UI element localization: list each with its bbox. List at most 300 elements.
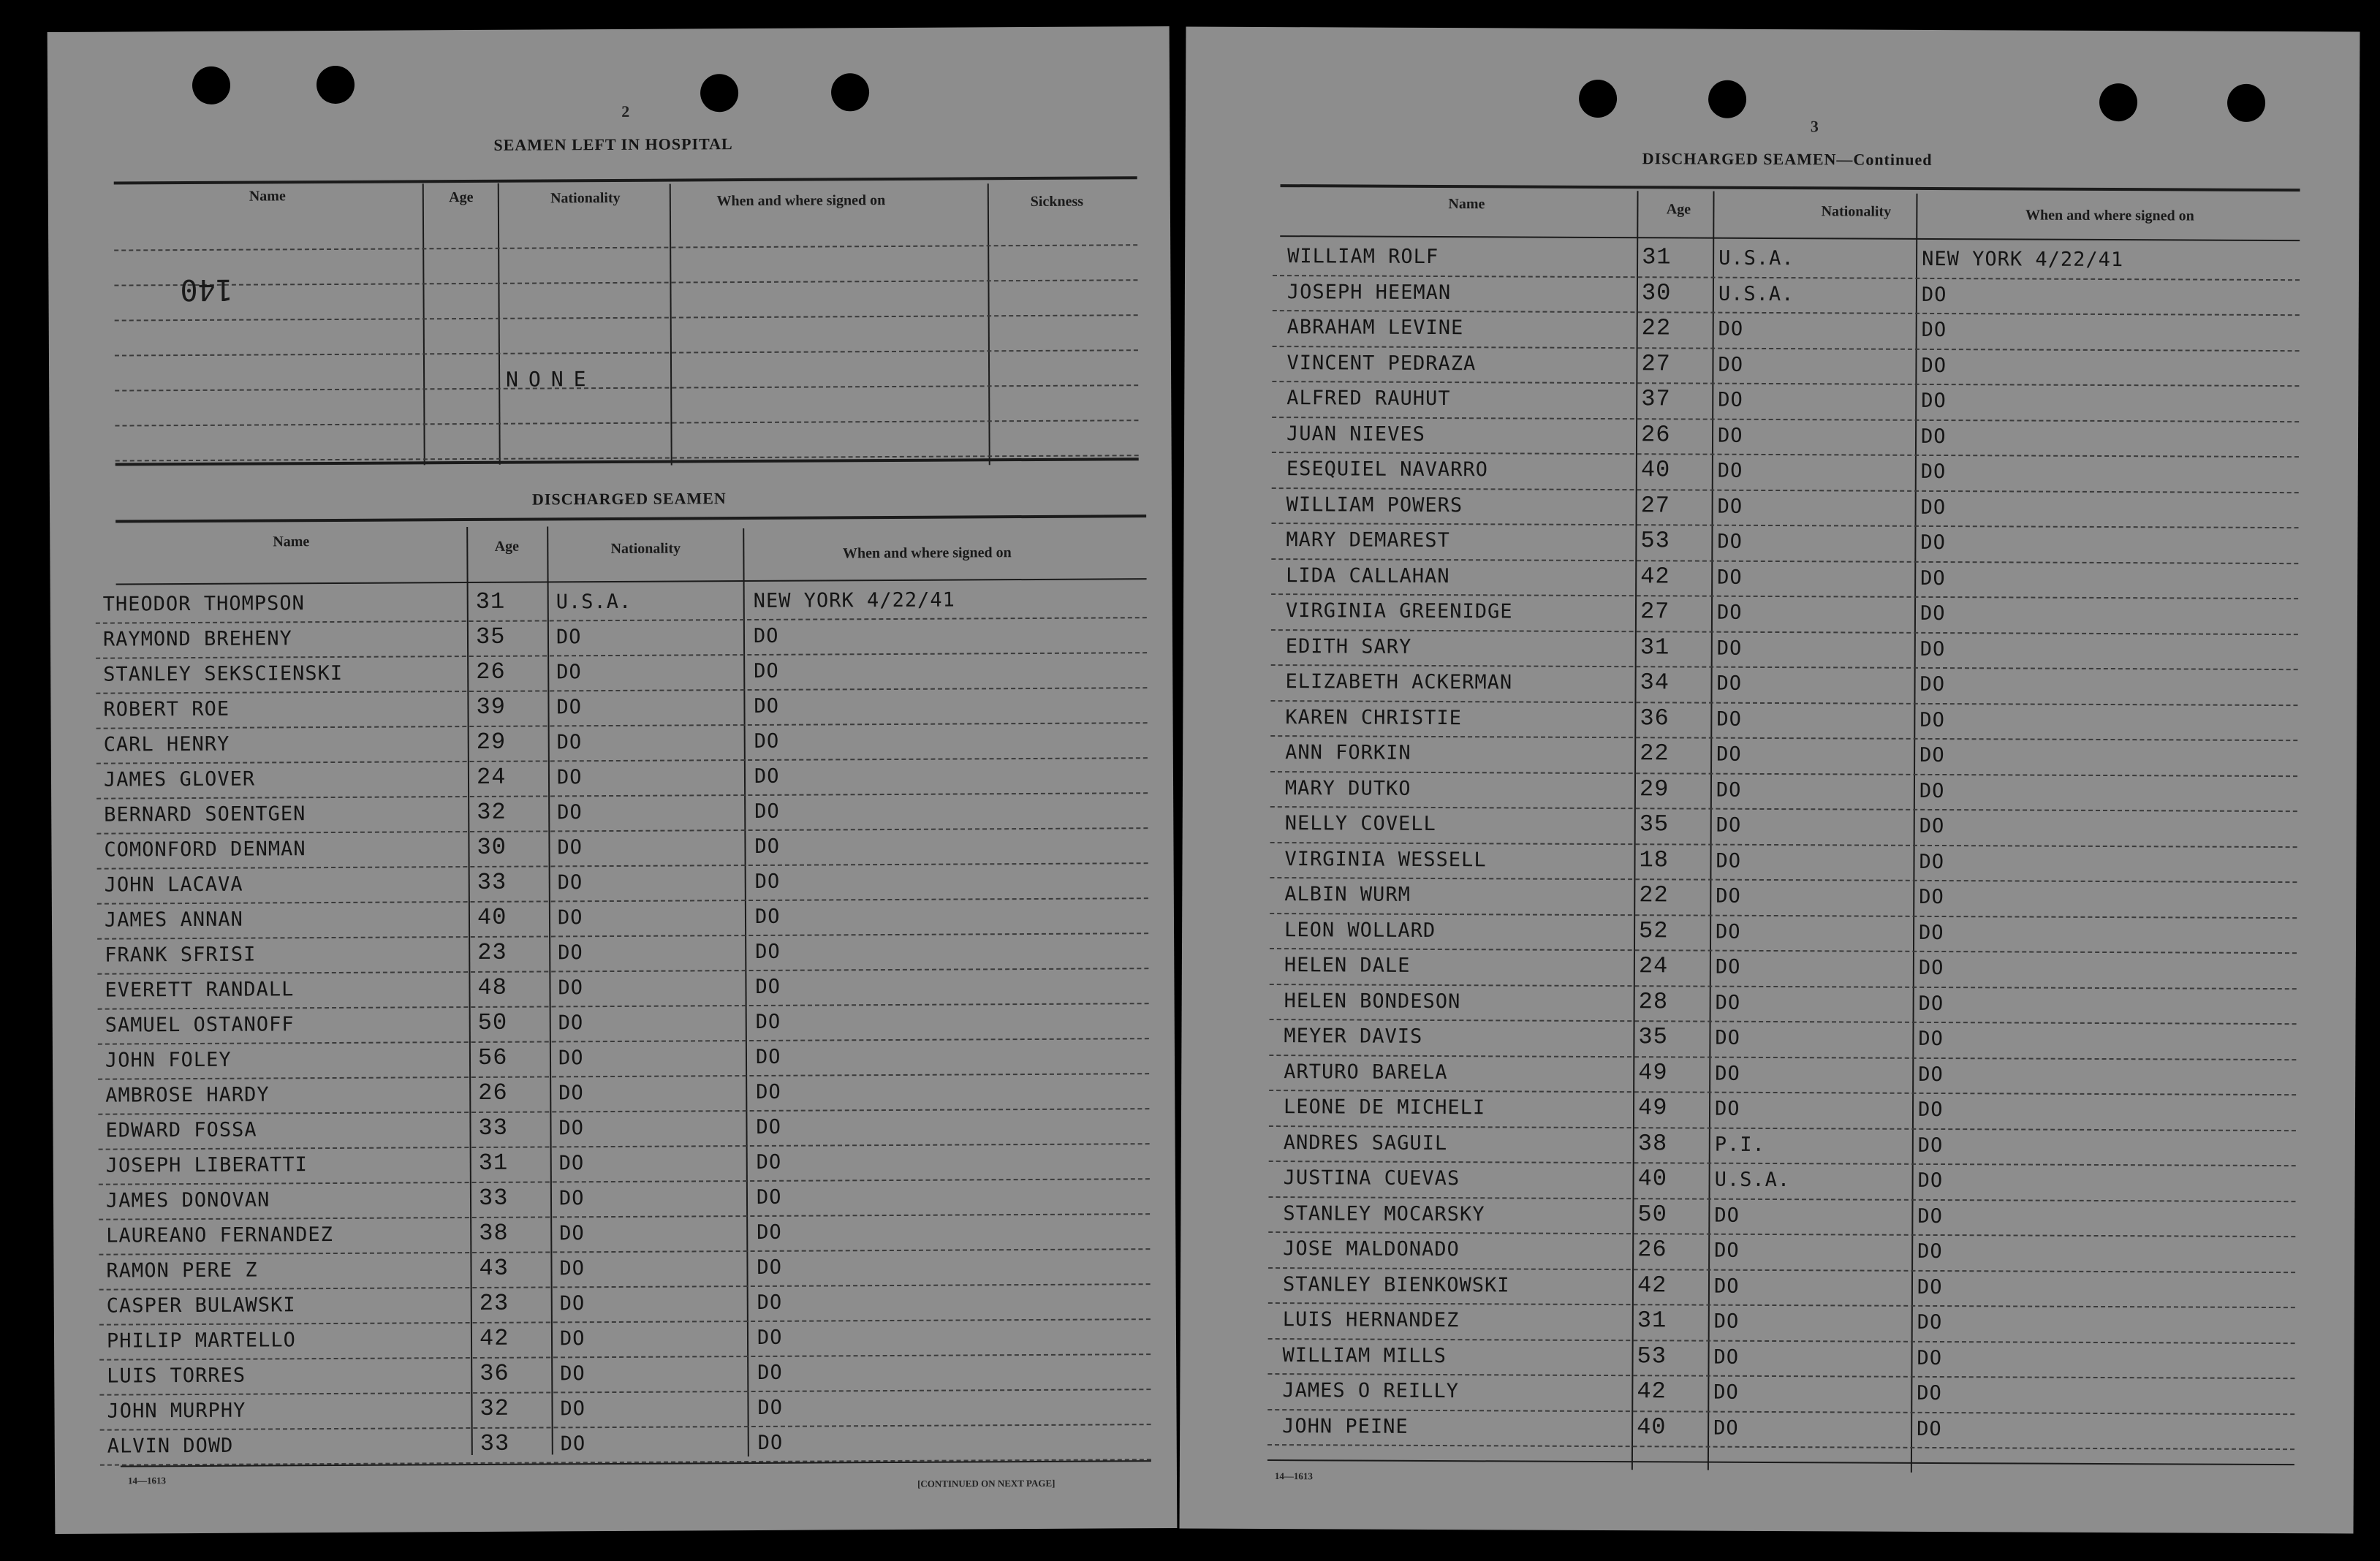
signed-on-cell: DO xyxy=(755,1045,781,1068)
name-cell: WILLIAM MILLS xyxy=(1282,1343,1447,1367)
nationality-cell: DO xyxy=(559,1257,585,1280)
name-cell: ALVIN DOWD xyxy=(107,1434,234,1458)
nationality-cell: DO xyxy=(556,731,583,754)
age-cell: 24 xyxy=(1638,952,1669,980)
table-row xyxy=(1272,417,2299,458)
nationality-cell: DO xyxy=(1715,1062,1740,1085)
table-row xyxy=(1269,1161,2296,1202)
name-cell: JOHN FOLEY xyxy=(105,1048,232,1072)
nationality-cell: DO xyxy=(1716,884,1741,908)
nationality-cell: DO xyxy=(559,1327,585,1351)
signed-on-cell: DO xyxy=(1917,1310,1943,1334)
nationality-cell: DO xyxy=(558,1011,584,1035)
signed-on-cell: DO xyxy=(757,1361,783,1384)
signed-on-cell: NEW YORK 4/22/41 xyxy=(1922,247,2124,272)
signed-on-cell: DO xyxy=(1920,460,1947,484)
header-name: Name xyxy=(1448,196,1485,213)
age-cell: 26 xyxy=(1637,1236,1667,1264)
nationality-cell: U.S.A. xyxy=(1718,282,1795,305)
signed-on-cell: DO xyxy=(756,1080,781,1104)
signed-on-cell: DO xyxy=(1917,1381,1942,1405)
signed-on-cell: DO xyxy=(1917,1275,1943,1299)
age-cell: 23 xyxy=(479,1289,509,1317)
nationality-cell: DO xyxy=(560,1397,586,1421)
nationality-cell: DO xyxy=(1717,530,1743,553)
age-cell: 53 xyxy=(1640,527,1670,555)
table-row xyxy=(1268,1302,2295,1344)
age-cell: 52 xyxy=(1639,916,1669,944)
table-row xyxy=(1267,1373,2294,1415)
nationality-cell: DO xyxy=(556,626,582,649)
age-cell: 31 xyxy=(1640,633,1670,661)
name-cell: EVERETT RANDALL xyxy=(105,978,295,1002)
table-row xyxy=(1270,664,2297,706)
signed-on-cell: DO xyxy=(754,764,780,788)
nationality-cell: U.S.A. xyxy=(1714,1168,1791,1192)
age-cell: 31 xyxy=(1637,1307,1667,1334)
nationality-cell: DO xyxy=(557,836,583,859)
nationality-cell: DO xyxy=(558,1117,585,1140)
age-cell: 32 xyxy=(480,1394,510,1422)
table-row xyxy=(1268,1267,2295,1309)
nationality-cell: DO xyxy=(559,1222,585,1245)
signed-on-cell: DO xyxy=(757,1396,784,1419)
name-cell: JUSTINA CUEVAS xyxy=(1283,1166,1460,1190)
age-cell: 22 xyxy=(1639,881,1669,909)
signed-on-cell: DO xyxy=(1921,389,1947,413)
age-cell: 33 xyxy=(477,868,507,896)
nationality-cell: DO xyxy=(559,1292,585,1315)
discharged-continued-title: DISCHARGED SEAMEN—Continued xyxy=(1642,149,1933,169)
name-cell: MARY DEMAREST xyxy=(1286,528,1450,552)
signed-on-cell: DO xyxy=(1920,531,1947,555)
name-cell: ANN FORKIN xyxy=(1285,741,1411,764)
signed-on-cell: DO xyxy=(1918,1027,1944,1051)
signed-on-cell: DO xyxy=(1919,779,1945,802)
age-cell: 36 xyxy=(480,1359,509,1387)
name-cell: HELEN DALE xyxy=(1284,954,1411,977)
table-row xyxy=(1272,487,2299,529)
name-cell: ESEQUIEL NAVARRO xyxy=(1286,457,1489,482)
age-cell: 40 xyxy=(1640,456,1671,484)
nationality-cell: DO xyxy=(556,696,583,719)
age-cell: 40 xyxy=(1637,1413,1667,1440)
age-cell: 28 xyxy=(1638,987,1669,1015)
name-cell: RAYMOND BREHENY xyxy=(102,627,292,651)
signed-on-cell: DO xyxy=(755,1010,781,1033)
age-cell: 31 xyxy=(1642,243,1672,271)
signed-on-cell: DO xyxy=(1917,1133,1944,1157)
signed-on-cell: DO xyxy=(755,940,781,963)
name-cell: JOSEPH HEEMAN xyxy=(1286,280,1452,304)
table-row xyxy=(1270,806,2297,848)
table-rule xyxy=(114,176,1137,184)
name-cell: NELLY COVELL xyxy=(1284,812,1436,836)
name-cell: LAUREANO FERNANDEZ xyxy=(106,1223,333,1247)
table-row xyxy=(1271,629,2298,671)
name-cell: JOSE MALDONADO xyxy=(1283,1237,1460,1261)
header-nationality: Nationality xyxy=(1821,203,1892,220)
age-cell: 35 xyxy=(1639,810,1670,838)
signed-on-cell: DO xyxy=(756,1115,782,1139)
nationality-cell: DO xyxy=(558,1187,585,1210)
name-cell: VIRGINIA WESSELL xyxy=(1284,847,1487,871)
age-cell: 22 xyxy=(1641,314,1672,342)
name-cell: HELEN BONDESON xyxy=(1284,989,1461,1013)
name-cell: PHILIP MARTELLO xyxy=(106,1329,296,1353)
name-cell: VIRGINIA GREENIDGE xyxy=(1285,599,1513,623)
age-cell: 42 xyxy=(479,1324,509,1352)
age-cell: 27 xyxy=(1640,598,1670,626)
signed-on-cell: DO xyxy=(1919,601,1946,626)
header-age: Age xyxy=(1666,201,1691,218)
punch-hole xyxy=(317,66,355,104)
name-cell: JAMES GLOVER xyxy=(103,767,256,791)
nationality-cell: DO xyxy=(1714,1097,1740,1120)
nationality-cell: DO xyxy=(1716,813,1742,837)
age-cell: 48 xyxy=(477,973,507,1001)
name-cell: ALBIN WURM xyxy=(1284,883,1411,906)
left-page xyxy=(48,26,1178,1534)
signed-on-cell: DO xyxy=(1917,1346,1943,1370)
age-cell: 24 xyxy=(476,763,507,791)
table-rule xyxy=(1281,184,2300,191)
name-cell: MARY DUTKO xyxy=(1284,776,1411,800)
age-cell: 22 xyxy=(1640,740,1670,767)
nationality-cell: DO xyxy=(1716,637,1743,660)
table-row xyxy=(1273,310,2300,352)
table-row xyxy=(1269,1125,2296,1167)
hospital-none-entry: NONE xyxy=(506,367,596,392)
signed-on-cell: DO xyxy=(1919,637,1946,661)
nationality-cell: DO xyxy=(558,976,584,1000)
signed-on-cell: DO xyxy=(1918,1063,1944,1086)
name-cell: JOHN MURPHY xyxy=(107,1399,246,1423)
form-code: 14—1613 xyxy=(127,1475,167,1486)
age-cell: 30 xyxy=(477,833,507,861)
table-row xyxy=(1268,1196,2295,1238)
signed-on-cell: DO xyxy=(1918,992,1944,1015)
age-cell: 36 xyxy=(1640,704,1670,732)
signed-on-cell: DO xyxy=(754,835,781,858)
nationality-cell: DO xyxy=(1716,601,1743,624)
name-cell: LUIS TORRES xyxy=(107,1364,246,1388)
name-cell: JAMES DONOVAN xyxy=(105,1188,270,1212)
age-cell: 18 xyxy=(1639,846,1670,873)
nationality-cell: DO xyxy=(1717,566,1743,589)
signed-on-cell: DO xyxy=(1917,1239,1943,1264)
form-code: 14—1613 xyxy=(1274,1470,1313,1482)
signed-on-cell: DO xyxy=(1919,850,1945,873)
name-cell: STANLEY SEKSCIENSKI xyxy=(103,661,344,686)
nationality-cell: DO xyxy=(1717,459,1743,482)
nationality-cell: DO xyxy=(1715,955,1741,979)
punch-hole xyxy=(2227,84,2265,122)
nationality-cell: DO xyxy=(1718,317,1744,341)
name-cell: EDWARD FOSSA xyxy=(105,1118,257,1142)
hospital-row xyxy=(115,419,1138,461)
name-cell: JOHN LACAVA xyxy=(104,873,243,897)
signed-on-cell: DO xyxy=(757,1256,783,1279)
signed-on-cell: DO xyxy=(1917,1417,1942,1440)
nationality-cell: DO xyxy=(1714,1239,1740,1262)
nationality-cell: DO xyxy=(1713,1416,1739,1440)
table-row xyxy=(1270,735,2297,777)
age-cell: 40 xyxy=(477,903,507,931)
nationality-cell: DO xyxy=(1717,424,1743,447)
nationality-cell: DO xyxy=(1718,388,1743,411)
nationality-cell: DO xyxy=(1716,707,1742,731)
table-row xyxy=(1267,1409,2294,1451)
age-cell: 29 xyxy=(476,728,507,756)
age-cell: 31 xyxy=(478,1149,509,1177)
hospital-header-signed: When and where signed on xyxy=(716,192,886,210)
table-row xyxy=(1268,1231,2295,1273)
nationality-cell: U.S.A. xyxy=(1718,246,1795,270)
signed-on-cell: DO xyxy=(754,800,780,823)
name-cell: STANLEY BIENKOWSKI xyxy=(1282,1272,1510,1296)
nationality-cell: DO xyxy=(557,906,583,930)
name-cell: EDITH SARY xyxy=(1285,634,1412,658)
age-cell: 35 xyxy=(1638,1023,1668,1051)
age-cell: 23 xyxy=(477,938,507,966)
nationality-cell: U.S.A. xyxy=(556,590,632,614)
signed-on-cell: DO xyxy=(1917,1169,1944,1193)
name-cell: ARTURO BARELA xyxy=(1284,1060,1448,1084)
signed-on-cell: DO xyxy=(756,1150,782,1174)
table-row xyxy=(1270,771,2297,813)
nationality-cell: DO xyxy=(1718,353,1744,376)
name-cell: CARL HENRY xyxy=(103,732,230,756)
age-cell: 33 xyxy=(478,1184,509,1212)
name-cell: ANDRES SAGUIL xyxy=(1283,1131,1448,1155)
name-cell: ELIZABETH ACKERMAN xyxy=(1285,670,1513,694)
page-number: 3 xyxy=(1810,117,1819,136)
signed-on-cell: DO xyxy=(754,694,780,718)
nationality-cell: DO xyxy=(558,941,583,965)
signed-on-cell: NEW YORK 4/22/41 xyxy=(753,588,955,612)
right-page xyxy=(1180,27,2360,1534)
nationality-cell: DO xyxy=(1716,849,1742,873)
age-cell: 42 xyxy=(1637,1378,1667,1405)
table-row xyxy=(1270,877,2297,919)
name-cell: LIDA CALLAHAN xyxy=(1286,563,1450,588)
table-rule xyxy=(1267,1459,2294,1465)
name-cell: ROBERT ROE xyxy=(103,697,230,721)
signed-on-cell: DO xyxy=(1919,708,1945,732)
name-cell: RAMON PERE Z xyxy=(106,1258,258,1283)
age-cell: 42 xyxy=(1640,562,1670,590)
hospital-header-sickness: Sickness xyxy=(1030,193,1084,210)
punch-hole xyxy=(2099,83,2137,121)
age-cell: 27 xyxy=(1641,349,1671,377)
nationality-cell: DO xyxy=(1716,920,1741,943)
table-row xyxy=(1273,239,2300,281)
signed-on-cell: DO xyxy=(1918,956,1944,980)
age-cell: 34 xyxy=(1640,669,1670,696)
signed-on-cell: DO xyxy=(1919,885,1944,909)
signed-on-cell: DO xyxy=(753,624,779,647)
name-cell: ABRAHAM LEVINE xyxy=(1286,316,1464,340)
nationality-cell: DO xyxy=(1716,778,1742,802)
nationality-cell: DO xyxy=(558,1082,584,1105)
signed-on-cell: DO xyxy=(1919,672,1946,696)
name-cell: WILLIAM ROLF xyxy=(1287,245,1439,269)
nationality-cell: DO xyxy=(1713,1275,1740,1298)
signed-on-cell: DO xyxy=(1921,283,1947,306)
name-cell: JUAN NIEVES xyxy=(1286,422,1425,446)
signed-on-cell: DO xyxy=(757,1220,782,1244)
age-cell: 29 xyxy=(1639,775,1670,802)
age-cell: 26 xyxy=(476,658,506,685)
nationality-cell: DO xyxy=(557,801,583,824)
nationality-cell: DO xyxy=(560,1362,585,1386)
signed-on-cell: DO xyxy=(757,1431,784,1454)
nationality-cell: DO xyxy=(1716,742,1742,766)
nationality-cell: DO xyxy=(1717,495,1743,518)
table-row xyxy=(1271,593,2298,635)
nationality-cell: DO xyxy=(557,871,583,895)
punch-hole xyxy=(700,74,738,112)
name-cell: THEODOR THOMPSON xyxy=(102,592,305,616)
name-cell: STANLEY MOCARSKY xyxy=(1283,1201,1485,1226)
signed-on-cell: DO xyxy=(1917,1204,1943,1228)
signed-on-cell: DO xyxy=(754,659,779,683)
nationality-cell: P.I. xyxy=(1714,1133,1765,1156)
table-row xyxy=(1267,1338,2294,1380)
signed-on-cell: DO xyxy=(754,905,781,928)
discharged-header-signed: When and where signed on xyxy=(842,544,1012,562)
age-cell: 38 xyxy=(1637,1129,1668,1157)
signed-on-cell: DO xyxy=(1921,318,1947,342)
table-row xyxy=(1269,1055,2296,1096)
name-cell: WILLIAM POWERS xyxy=(1286,493,1463,517)
name-cell: FRANK SFRISI xyxy=(105,943,257,967)
name-cell: MEYER DAVIS xyxy=(1284,1025,1423,1048)
age-cell: 38 xyxy=(479,1219,509,1247)
age-cell: 49 xyxy=(1638,1058,1668,1086)
hospital-header-name: Name xyxy=(249,188,286,205)
signed-on-cell: DO xyxy=(754,729,780,753)
signed-on-cell: DO xyxy=(757,1291,783,1314)
discharged-header-name: Name xyxy=(273,533,310,550)
nationality-cell: DO xyxy=(558,1152,585,1175)
punch-hole xyxy=(1708,80,1746,118)
signed-on-cell: DO xyxy=(1919,814,1945,838)
age-cell: 53 xyxy=(1637,1342,1667,1370)
handwritten-number: 140 xyxy=(180,272,233,307)
signed-on-cell: DO xyxy=(754,870,781,893)
age-cell: 31 xyxy=(475,588,506,615)
name-cell: JOHN PEINE xyxy=(1282,1414,1409,1438)
age-cell: 27 xyxy=(1640,491,1671,519)
name-cell: VINCENT PEDRAZA xyxy=(1286,351,1477,375)
signed-on-cell: DO xyxy=(756,1185,782,1209)
age-cell: 35 xyxy=(475,623,506,650)
table-row xyxy=(1269,1090,2296,1131)
age-cell: 30 xyxy=(1641,278,1672,306)
age-cell: 40 xyxy=(1637,1165,1668,1193)
age-cell: 39 xyxy=(476,693,506,721)
table-row xyxy=(1270,700,2297,742)
nationality-cell: DO xyxy=(1715,991,1741,1014)
name-cell: LEON WOLLARD xyxy=(1284,918,1436,942)
name-cell: AMBROSE HARDY xyxy=(105,1083,270,1107)
table-row xyxy=(1272,452,2299,493)
signed-on-cell: DO xyxy=(1920,495,1947,519)
age-cell: 37 xyxy=(1641,385,1671,413)
signed-on-cell: DO xyxy=(1919,743,1945,767)
continued-note: [CONTINUED ON NEXT PAGE] xyxy=(917,1477,1056,1489)
name-cell: LEONE DE MICHELI xyxy=(1283,1095,1486,1120)
nationality-cell: DO xyxy=(1714,1204,1740,1227)
table-row xyxy=(1270,984,2297,1025)
age-cell: 50 xyxy=(1637,1200,1667,1228)
signed-on-cell: DO xyxy=(1920,425,1947,448)
name-cell: JAMES O REILLY xyxy=(1282,1379,1459,1403)
name-cell: KAREN CHRISTIE xyxy=(1285,705,1463,729)
age-cell: 32 xyxy=(477,798,507,826)
age-cell: 49 xyxy=(1637,1094,1668,1122)
nationality-cell: DO xyxy=(556,661,582,684)
signed-on-cell: DO xyxy=(1917,1098,1944,1122)
nationality-cell: DO xyxy=(560,1432,586,1456)
age-cell: 26 xyxy=(478,1079,508,1106)
name-cell: BERNARD SOENTGEN xyxy=(104,802,306,827)
name-cell: JAMES ANNAN xyxy=(104,908,243,932)
table-row xyxy=(1273,275,2300,316)
nationality-cell: DO xyxy=(556,766,583,789)
age-cell: 26 xyxy=(1640,420,1671,448)
table-row xyxy=(1270,842,2297,884)
signed-on-cell: DO xyxy=(1921,354,1947,377)
nationality-cell: DO xyxy=(1716,672,1743,695)
table-row xyxy=(100,1424,1151,1466)
table-row xyxy=(1271,523,2298,564)
name-cell: LUIS HERNANDEZ xyxy=(1282,1308,1460,1332)
punch-hole xyxy=(831,73,869,111)
name-cell: JOSEPH LIBERATTI xyxy=(105,1153,308,1177)
age-cell: 50 xyxy=(477,1009,508,1036)
signed-on-cell: DO xyxy=(1920,566,1946,590)
name-cell: CASPER BULAWSKI xyxy=(106,1294,296,1318)
age-cell: 43 xyxy=(479,1254,509,1282)
hospital-header-age: Age xyxy=(449,189,474,206)
signed-on-cell: DO xyxy=(757,1326,783,1349)
discharged-header-nationality: Nationality xyxy=(610,540,681,558)
signed-on-cell: DO xyxy=(755,975,781,998)
name-cell: COMONFORD DENMAN xyxy=(104,838,306,862)
age-cell: 33 xyxy=(478,1114,508,1142)
age-cell: 42 xyxy=(1637,1271,1667,1299)
table-rule xyxy=(115,514,1146,523)
age-cell: 56 xyxy=(477,1044,508,1071)
nationality-cell: DO xyxy=(1713,1310,1740,1333)
page-number: 2 xyxy=(621,102,630,121)
table-row xyxy=(1272,381,2299,422)
table-row xyxy=(1272,346,2299,387)
nationality-cell: DO xyxy=(1715,1026,1741,1049)
age-cell: 33 xyxy=(480,1429,510,1457)
table-row xyxy=(1270,913,2297,954)
discharged-header-age: Age xyxy=(494,538,520,555)
hospital-section-title: SEAMEN LEFT IN HOSPITAL xyxy=(493,134,733,154)
hospital-header-nationality: Nationality xyxy=(550,189,621,207)
nationality-cell: DO xyxy=(1713,1380,1739,1404)
name-cell: ALFRED RAUHUT xyxy=(1286,387,1451,411)
punch-hole xyxy=(192,67,230,105)
signed-on-cell: DO xyxy=(1919,921,1944,944)
